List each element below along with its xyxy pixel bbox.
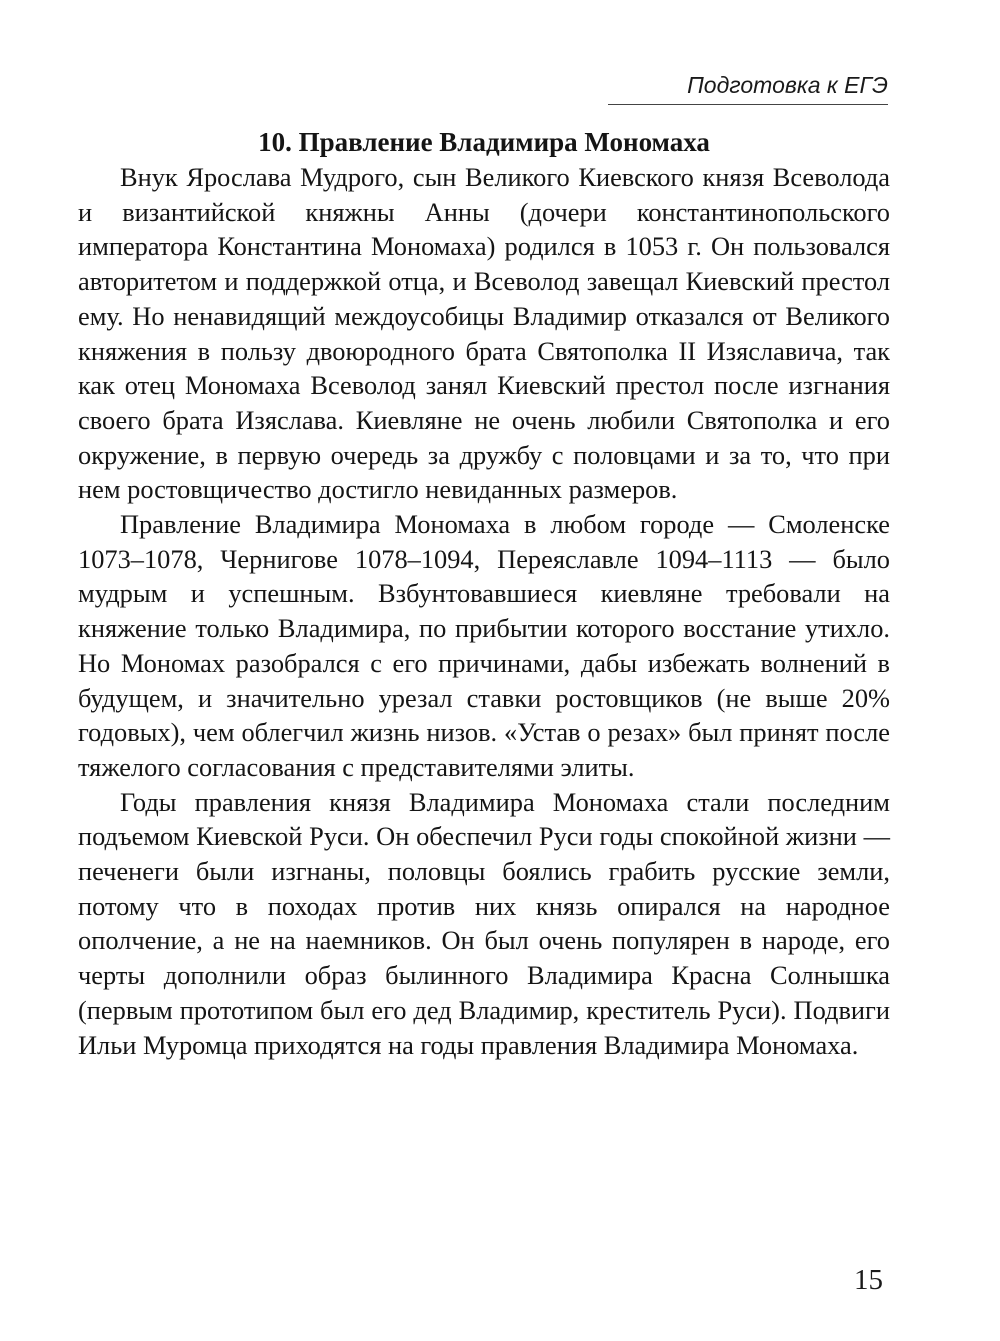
paragraph-1: Внук Ярослава Мудрого, сын Великого Киевского князя Всеволода и византийской княжны Анны (дочери константинопольского императора Константина Мономаха) родился в 1053 г. Он пользовался авторитетом и поддержкой отца, и Всеволод завещал Киевский престол ему. Но ненавидящий междоусобицы Владимир отказался от Великого княжения в пользу двоюродного брата Святополка II Изяславича, так как отец Мономаха Всеволод занял Киевский престол после изгнания своего брата Изяслава. Киевляне не очень любили Святополка и его окружение, в первую очередь за дружбу с половцами и за то, что при нем ростовщичество достигло невиданных размеров.	[78, 162, 890, 505]
page-number: 15	[854, 1264, 883, 1296]
paragraph-2: Правление Владимира Мономаха в любом городе — Смоленске 1073–1078, Чернигове 1078–1094, Переяславле 1094–1113 — было мудрым и успешным. Взбунтовавшиеся киевляне требовали на княжение только Владимира, по прибытии которого восстание утихло. Но Мономах разобрался с его причинами, дабы избежать волнений в будущем, и значительно урезал ставки ростовщиков (не выше 20% годовых), чем облегчил жизнь низов. «Устав о резах» был принят после тяжелого согласования с представителями элиты.	[78, 509, 890, 782]
paragraph-3: Годы правления князя Владимира Мономаха стали последним подъемом Киевской Руси. Он обеспечил Руси годы спокойной жизни — печенеги были изгнаны, половцы боялись грабить русские земли, потому что в походах против них князь опирался на народное ополчение, а не на наемников. Он был очень популярен в народе, его черты дополнили образ былинного Владимира Красна Солнышка (первым прототипом был его дед Владимир, креститель Руси). Подвиги Ильи Муромца приходятся на годы правления Владимира Мономаха.	[78, 786, 890, 1060]
page-content	[78, 124, 890, 1062]
running-head: Подготовка к ЕГЭ	[687, 72, 888, 98]
section-title: 10. Правление Владимира Мономаха	[258, 127, 710, 157]
running-head-rule	[608, 104, 888, 105]
